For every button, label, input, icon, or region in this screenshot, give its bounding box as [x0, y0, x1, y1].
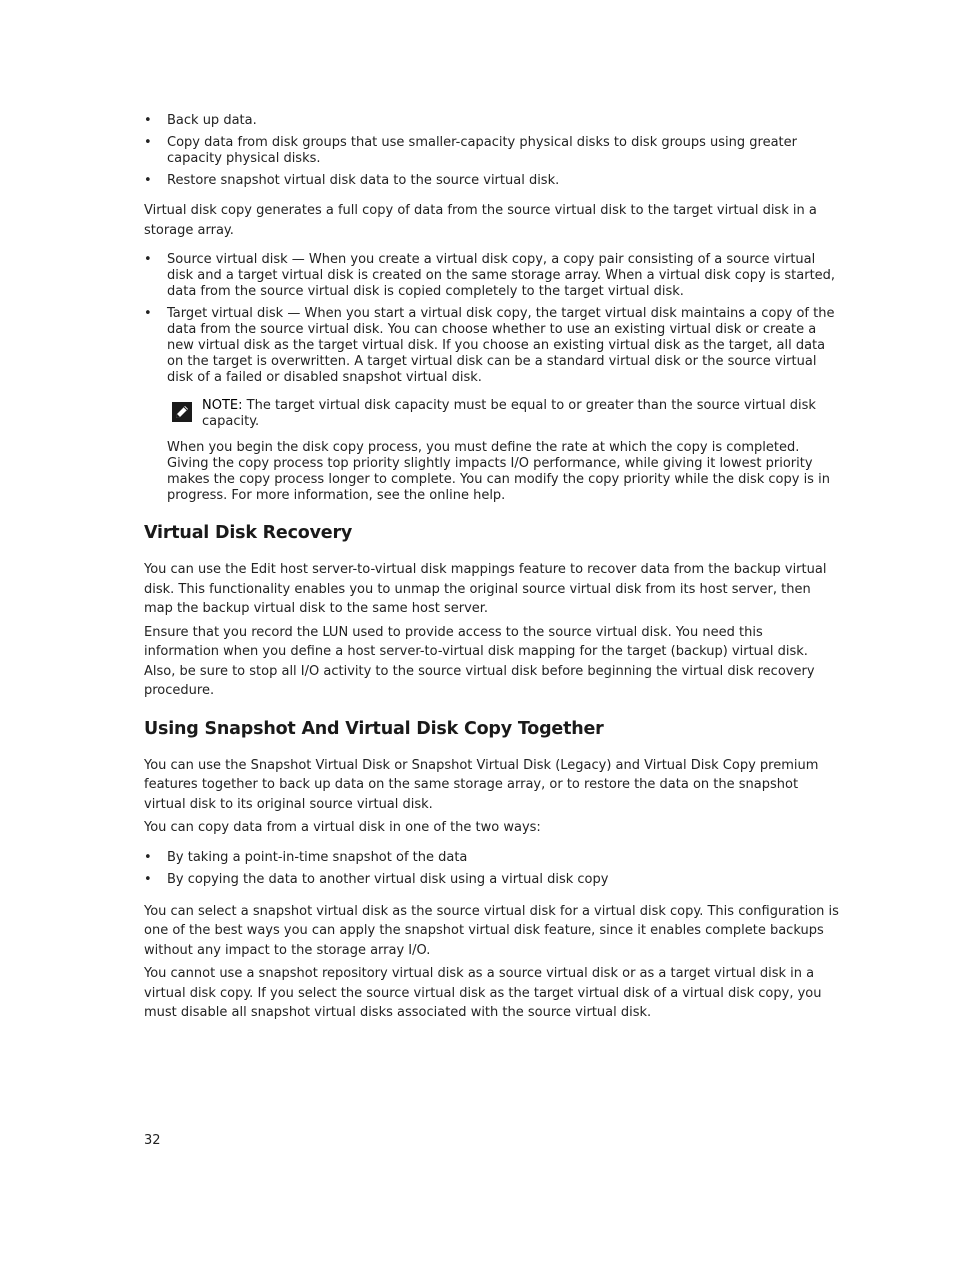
heading-using-snapshot: Using Snapshot And Virtual Disk Copy Together [144, 718, 604, 739]
copy-ways-bullet-list [144, 850, 840, 888]
intro-bullet-list [144, 113, 840, 189]
list-item: • By copying the data to another virtual disk using a virtual disk copy [144, 872, 840, 888]
paragraph: You can use the Edit host server-to-virtual disk mappings feature to recover data from the backup virtual disk. This functionality enables you to unmap the original source virtual disk from its host server, then map the backup virtual disk to the same host server. [144, 562, 827, 616]
list-item: • Source virtual disk — When you create a virtual disk copy, a copy pair consisting of a source virtual disk and a target virtual disk is created on the same storage array. When a virtual disk copy is started, data from the source virtual disk is copied completely to the target virtual disk. [144, 252, 840, 300]
list-item: • Copy data from disk groups that use smaller-capacity physical disks to disk groups using greater capacity physical disks. [144, 135, 840, 167]
note-text [202, 398, 840, 430]
paragraph-priority: When you begin the disk copy process, you must define the rate at which the copy is completed. Giving the copy process top priority slightly impacts I/O performance, while giving it lowest priority makes the copy process longer to complete. You can modify the copy priority while the disk copy is in progress. For more information, see the online help. [167, 440, 830, 503]
list-item: • By taking a point-in-time snapshot of the data [144, 850, 840, 866]
list-item: • Target virtual disk — When you start a virtual disk copy, the target virtual disk maintains a copy of the data from the source virtual disk. You can choose whether to use an existing virtual disk or create a new virtual disk as the target virtual disk. If you choose an existing virtual disk as the target, all data on the target is overwritten. A target virtual disk can be a standard virtual disk or the source virtual disk of a failed or disabled snapshot virtual disk. [144, 306, 840, 386]
page-number: 32 [144, 1133, 161, 1148]
note-box [144, 398, 840, 430]
paragraph: You can use the Snapshot Virtual Disk or Snapshot Virtual Disk (Legacy) and Virtual Disk Copy premium features together to back up data on the same storage array, or to restore the data on the snapshot virtual disk to its original source virtual disk. [144, 757, 819, 812]
pencil-note-icon [172, 402, 192, 422]
list-item: • Restore snapshot virtual disk data to the source virtual disk. [144, 173, 840, 189]
note-label: NOTE: [202, 398, 243, 413]
heading-virtual-disk-recovery: Virtual Disk Recovery [144, 523, 353, 543]
paragraph: You can select a snapshot virtual disk as the source virtual disk for a virtual disk copy. This configuration is one of the best ways you can apply the snapshot virtual disk feature, since it enables complete backups without any impact to the storage array I/O. [144, 903, 839, 958]
paragraph: You can copy data from a virtual disk in one of the two ways: [144, 820, 541, 835]
paragraph-copy: Virtual disk copy generates a full copy of data from the source virtual disk to the target virtual disk in a storage array. [144, 203, 817, 238]
disk-bullet-list [144, 252, 840, 386]
list-item: • Back up data. [144, 113, 840, 129]
paragraph: You cannot use a snapshot repository virtual disk as a source virtual disk or as a target virtual disk in a virtual disk copy. If you select the source virtual disk as the target virtual disk of a virtual disk copy, you must disable all snapshot virtual disks associated with the source virtual disk. [144, 966, 822, 1020]
paragraph: Ensure that you record the LUN used to provide access to the source virtual disk. You need this information when you define a host server-to-virtual disk mapping for the target (backup) virtual disk. Also, be sure to stop all I/O activity to the source virtual disk before beginning the virtual disk recovery procedure. [144, 624, 815, 698]
note-body: The target virtual disk capacity must be equal to or greater than the source virtual disk capacity. [202, 398, 816, 429]
page-content [144, 113, 840, 1027]
